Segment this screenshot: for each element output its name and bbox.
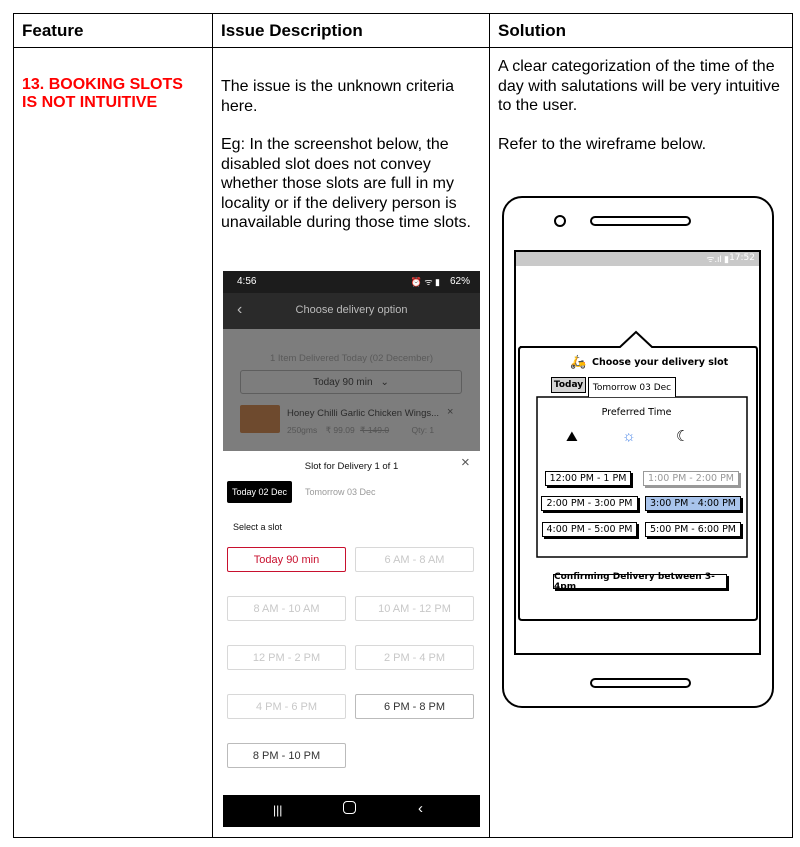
slot-button[interactable]: 2 PM - 4 PM <box>355 645 474 670</box>
confirm-delivery-button[interactable]: Confirming Delivery between 3-4pm <box>553 574 727 589</box>
wireframe-title: Choose your delivery slot <box>592 357 729 368</box>
solution-paragraph-1: A clear categorization of the time of the day with salutations will be very intuitive to the user. <box>498 58 780 114</box>
today-dropdown[interactable] <box>240 370 462 394</box>
battery-level: 62% <box>449 276 470 287</box>
item-meta <box>287 425 467 436</box>
time-slot-button[interactable]: 3:00 PM - 4:00 PM <box>645 496 741 511</box>
item-mrp: ₹ 149.0 <box>360 425 390 435</box>
navigation-bar <box>223 795 480 827</box>
back-icon[interactable]: ‹ <box>237 301 243 318</box>
slot-button[interactable]: Today 90 min <box>227 547 346 572</box>
item-qty: Qty: 1 <box>411 425 435 435</box>
home-icon[interactable] <box>343 801 356 814</box>
close-icon[interactable]: × <box>461 454 470 471</box>
wireframe-screen <box>514 250 761 655</box>
home-bar <box>590 678 691 688</box>
status-time: 4:56 <box>237 276 257 287</box>
remove-icon[interactable]: × <box>447 406 454 418</box>
header-feature: Feature <box>22 21 84 40</box>
item-price: ₹ 99.09 <box>325 425 355 435</box>
tab-today[interactable]: Today 02 Dec <box>227 481 292 503</box>
issue-paragraph-2: Eg: In the screenshot below, the disabled slot does not convey whether those slots are full in my locality or if the delivery person is unavailable during those time slots. <box>221 136 471 231</box>
app-bar <box>223 293 480 329</box>
camera-icon <box>554 215 566 227</box>
item-weight: 250gms <box>287 425 318 435</box>
today-dropdown-label: Today 90 min <box>313 376 373 388</box>
slot-button[interactable]: 10 AM - 12 PM <box>355 596 474 621</box>
slot-button[interactable]: 8 AM - 10 AM <box>227 596 346 621</box>
header-solution: Solution <box>498 21 566 40</box>
product-image <box>240 405 280 433</box>
popup-card <box>516 252 763 657</box>
preferred-time-label: Preferred Time <box>601 407 672 418</box>
wireframe-time: 17:52 <box>729 253 755 263</box>
column-divider <box>489 14 490 837</box>
time-slot-button[interactable]: 2:00 PM - 3:00 PM <box>541 496 638 511</box>
dimmed-background <box>223 329 480 451</box>
delivered-text: 1 Item Delivered Today (02 December) <box>270 353 433 364</box>
sheet-title: Slot for Delivery 1 of 1 <box>304 461 399 472</box>
recents-icon[interactable]: ||| <box>273 803 283 817</box>
chevron-down-icon: ⌄ <box>380 376 389 388</box>
select-slot-label: Select a slot <box>233 522 283 532</box>
slot-button[interactable]: 6 PM - 8 PM <box>355 694 474 719</box>
item-name: Honey Chilli Garlic Chicken Wings... <box>287 408 440 419</box>
wireframe-tab-today[interactable]: Today <box>551 377 586 393</box>
feature-title: 13. BOOKING SLOTS IS NOT INTUITIVE <box>22 76 183 111</box>
slot-button[interactable]: 12 PM - 2 PM <box>227 645 346 670</box>
header-divider <box>14 47 792 48</box>
header-issue: Issue Description <box>221 21 363 40</box>
time-slot-button[interactable]: 4:00 PM - 5:00 PM <box>542 522 637 537</box>
wifi-icon: ᯤ.ıl ▮ <box>706 254 729 264</box>
back-nav-icon[interactable]: ‹ <box>418 800 423 817</box>
morning-icon[interactable]: ⛰ <box>566 428 578 444</box>
solution-paragraph-2: Refer to the wireframe below. <box>498 136 707 153</box>
signal-icon: ⏰ ᯤ ▮ <box>410 277 440 287</box>
app-screenshot <box>223 271 480 827</box>
status-bar <box>223 271 480 293</box>
bike-icon: 🛵 <box>570 354 587 369</box>
sun-icon[interactable]: ☼ <box>622 428 636 445</box>
time-slot-button[interactable]: 5:00 PM - 6:00 PM <box>645 522 741 537</box>
app-title: Choose delivery option <box>295 304 408 316</box>
moon-icon[interactable]: ☾ <box>676 428 690 445</box>
issue-paragraph-1: The issue is the unknown criteria here. <box>221 78 454 115</box>
time-slot-button[interactable]: 1:00 PM - 2:00 PM <box>643 471 739 486</box>
column-divider <box>212 14 213 837</box>
speaker-grille <box>590 216 691 226</box>
wireframe-tab-tomorrow[interactable]: Tomorrow 03 Dec <box>588 377 676 397</box>
slot-button[interactable]: 6 AM - 8 AM <box>355 547 474 572</box>
tab-tomorrow[interactable]: Tomorrow 03 Dec <box>305 487 376 497</box>
slot-button[interactable]: 8 PM - 10 PM <box>227 743 346 768</box>
time-slot-button[interactable]: 12:00 PM - 1 PM <box>545 471 631 486</box>
slot-button[interactable]: 4 PM - 6 PM <box>227 694 346 719</box>
